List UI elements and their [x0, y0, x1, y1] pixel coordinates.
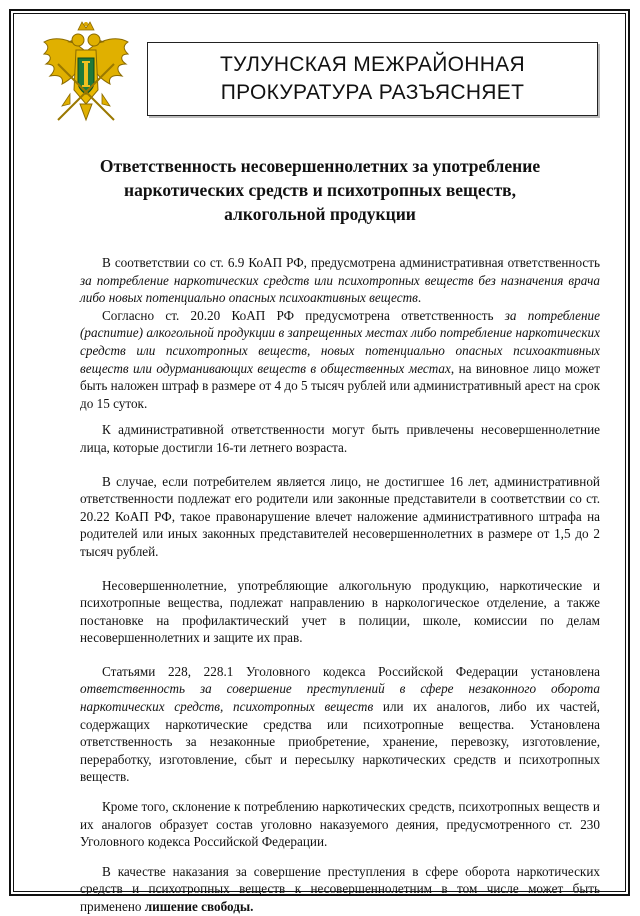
p6-text-c: или их аналогов, либо их частей, содержащих наркотические средства или психотропные вещества. Установлена ответственность за незаконные приобретение, хранение, перевозку, изготовление, переработку, изготовление, сбыт и пересылку наркотических средств и психотропных веществ.	[80, 699, 600, 785]
paragraph-7: Кроме того, склонение к потреблению наркотических средств, психотропных веществ и их аналогов образует состав уголовно наказуемого деяния, предусмотренного ст. 230 Уголовного кодекса Российской Федерации.	[80, 799, 600, 850]
paragraph-6	[80, 663, 600, 786]
p8-text-bold: лишение свободы.	[144, 899, 254, 914]
paragraph-5: Несовершеннолетние, употребляющие алкогольную продукцию, наркотические и психотропные вещества, подлежат направлению в наркологическое отделение, а также постановке на профилактический учет в полиции, школе, комиссии по делам несовершеннолетних и защите их прав.	[80, 577, 600, 646]
paragraph-3: К административной ответственности могут быть привлечены несовершеннолетние лица, которые достигли 16-ти летнего возраста.	[80, 422, 600, 455]
title-line-2: наркотических средств и психотропных веществ,	[123, 180, 516, 200]
prosecutor-emblem-icon	[40, 20, 132, 132]
title-line-3: алкогольной продукции	[224, 204, 416, 224]
title-line-1: Ответственность несовершеннолетних за употребление	[99, 156, 541, 176]
paragraph-2	[80, 307, 600, 413]
document-title	[40, 154, 600, 226]
paragraph-1	[80, 254, 600, 307]
p2-text-c: , на виновное лицо может быть наложен штраф в размере от 4 до 5 тысяч рублей или административный арест на срок до 15 суток.	[80, 360, 600, 411]
header-line-2: ПРОКУРАТУРА РАЗЪЯСНЯЕТ	[220, 81, 525, 104]
p2-text-a: Согласно ст. 20.20 КоАП РФ предусмотрена ответственность	[102, 307, 505, 323]
paragraph-8	[80, 863, 600, 916]
p6-text-italic: ответственность за совершение преступлений в сфере незаконного оборота наркотических средств, психотропных веществ	[80, 681, 600, 715]
document-body	[80, 254, 600, 916]
p1-text-italic: за потребление наркотических средств или психотропных веществ без назначения врача либо новых потенциально опасных психоактивных веществ	[80, 272, 600, 306]
p2-text-italic: за потребление (распитие) алкогольной продукции в запрещенных местах либо потребление наркотических средств или психотропных веществ, новых потенциально опасных психоактивных веществ или одурманивающих веществ в общественных местах	[80, 307, 600, 376]
p6-text-a: Статьями 228, 228.1 Уголовного кодекса Российской Федерации установлена	[102, 663, 600, 679]
paragraph-4: В случае, если потребителем является лицо, не достигшее 16 лет, административной ответственности подлежат его родители или законные представители в соответствии со ст. 20.22 КоАП РФ, такое правонарушение влечет наложение административного штрафа на родителей или иных законных представителей несовершеннолетних в размере от 1,5 до 2 тысяч рублей.	[80, 473, 600, 559]
p1-text-c: .	[417, 290, 422, 306]
header-box	[147, 42, 598, 116]
header-line-1: ТУЛУНСКАЯ МЕЖРАЙОННАЯ	[220, 53, 525, 76]
p1-text-a: В соответствии со ст. 6.9 КоАП РФ, предусмотрена административная ответственность	[102, 255, 600, 270]
p8-text-a: В качестве наказания за совершение преступления в сфере оборота наркотических средств и психотропных веществ к несовершеннолетним в том числе может быть применено	[80, 863, 600, 914]
